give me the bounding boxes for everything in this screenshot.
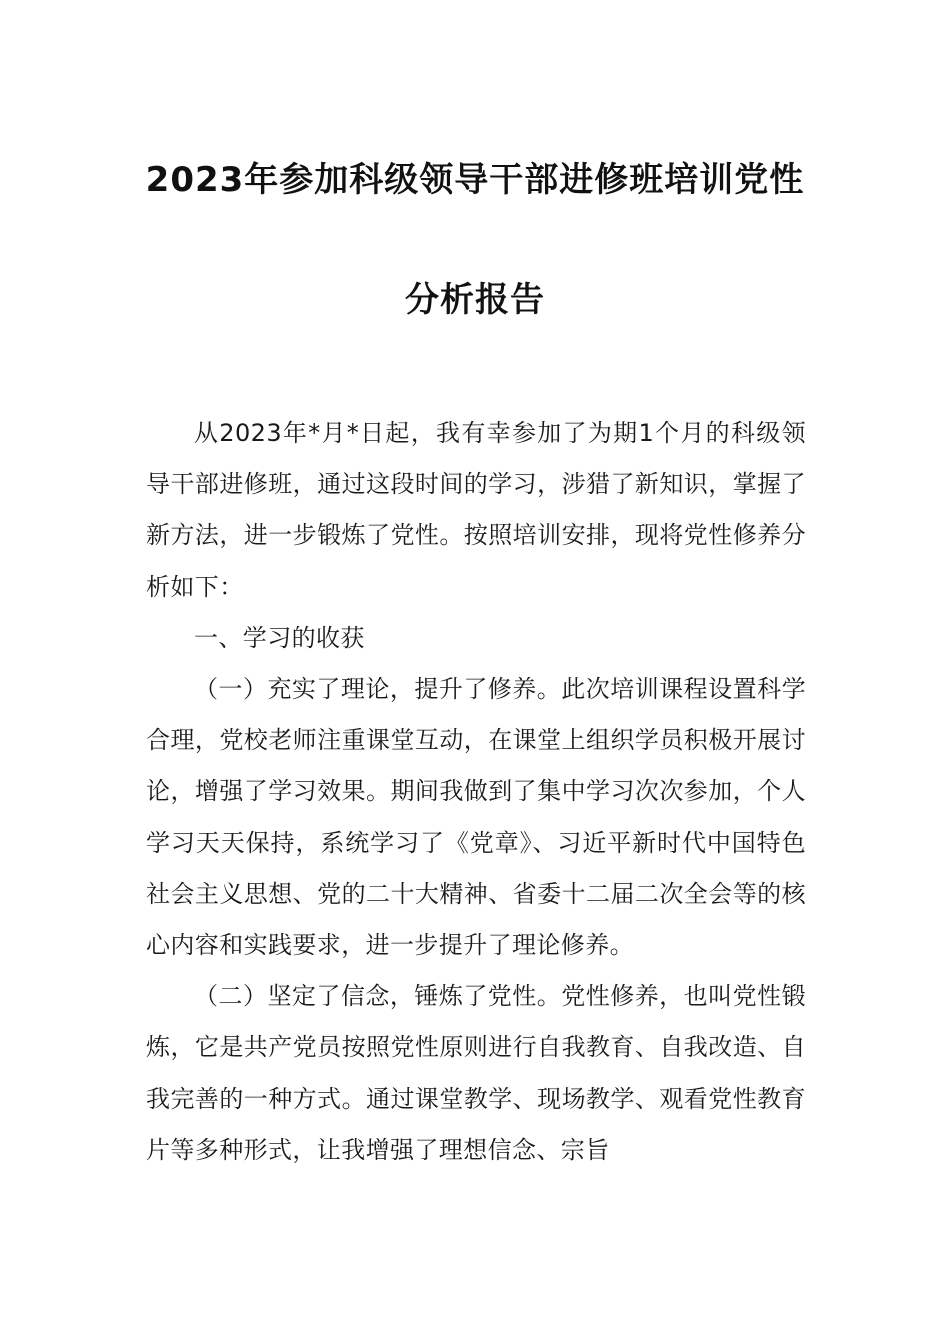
document-body (146, 408, 806, 1176)
section-1-heading: 一、学习的收获 (194, 623, 365, 652)
section-1-paragraph-1: （一）充实了理论，提升了修养。此次培训课程设置科学合理，党校老师注重课堂互动，在课堂上组织学员积极开展讨论，增强了学习效果。期间我做到了集中学习次次参加，个人学习天天保持，系统学习了《党章》、习近平新时代中国特色社会主义思想、党的二十大精神、省委十二届二次全会等的核心内容和实践要求，进一步提升了理论修养。 (146, 675, 806, 960)
document-title-line-2: 分析报告 (405, 280, 545, 320)
section-1-paragraph-2: （二）坚定了信念，锤炼了党性。党性修养，也叫党性锻炼，它是共产党员按照党性原则进行自我教育、自我改造、自我完善的一种方式。通过课堂教学、现场教学、观看党性教育片等多种形式，让我增强了理想信念、宗旨 (146, 982, 806, 1164)
intro-paragraph: 从2023年*月*日起，我有幸参加了为期1个月的科级领导干部进修班，通过这段时间的学习，涉猎了新知识，掌握了新方法，进一步锻炼了党性。按照培训安排，现将党性修养分析如下： (146, 419, 806, 601)
document-title-line-1: 2023年参加科级领导干部进修班培训党性 (145, 160, 805, 200)
